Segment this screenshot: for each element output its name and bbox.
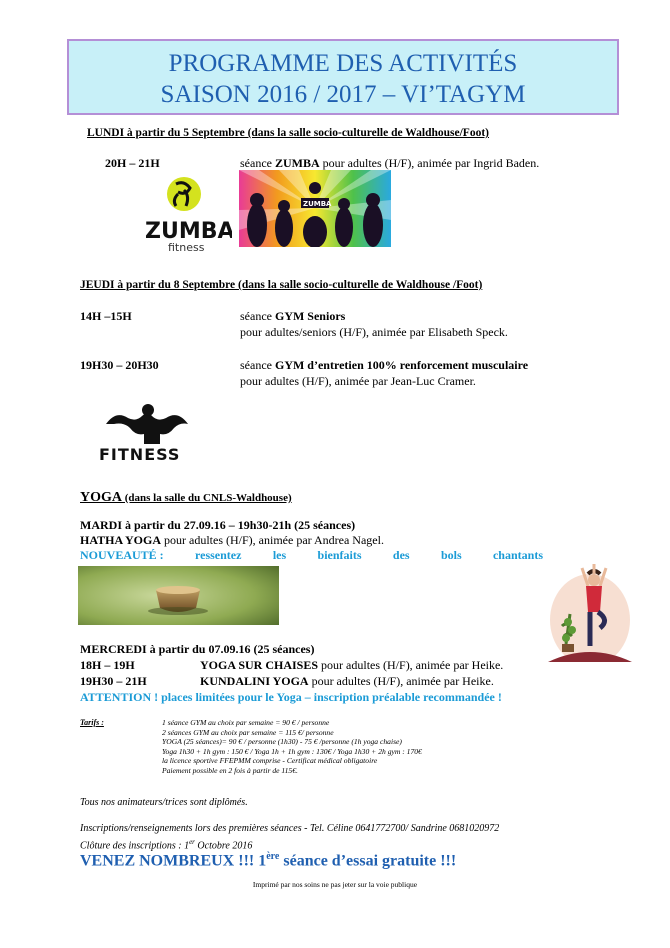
lundi-heading: LUNDI à partir du 5 Septembre (dans la salle socio-culturelle de Waldhouse/Foot) — [87, 127, 489, 139]
zumba-logo — [142, 172, 232, 256]
printed-note: Imprimé par nos soins ne pas jeter sur la voie publique — [252, 880, 418, 889]
title-box — [67, 39, 619, 115]
diplomes-note: Tous nos animateurs/trices sont diplômés. — [80, 797, 248, 808]
mercredi-session2-desc: KUNDALINI YOGA pour adultes (H/F), animée par Heike. — [200, 674, 494, 688]
mardi-line: MARDI à partir du 27.09.16 – 19h30-21h (25 séances) — [80, 518, 356, 532]
zumba-banner-image — [239, 170, 391, 247]
jeudi-heading: JEUDI à partir du 8 Septembre (dans la salle socio-culturelle de Waldhouse /Foot) — [80, 279, 483, 291]
tarifs-label: Tarifs : — [80, 718, 104, 727]
jeudi-session2-time: 19H30 – 20H30 — [80, 358, 159, 372]
mercredi-line: MERCREDI à partir du 07.09.16 (25 séances) — [80, 642, 315, 656]
zumba-logo-text: ZUMBA — [145, 219, 232, 244]
fitness-logo-text: FITNESS — [99, 445, 181, 464]
hatha-line: HATHA YOGA pour adultes (H/F), animée par Andrea Nagel. — [80, 533, 384, 547]
tarif-line: 1 séance GYM au choix par semaine = 90 € / personne — [162, 718, 330, 727]
lundi-description: séance ZUMBA pour adultes (H/F), animée par Ingrid Baden. — [240, 156, 540, 170]
jeudi-session2-desc: pour adultes (H/F), animée par Jean-Luc Cramer. — [240, 374, 476, 388]
tarif-line: Paiement possible en 2 fois à partir de 115€. — [162, 765, 298, 775]
zumba-logo-icon — [142, 172, 232, 256]
lundi-time: 20H – 21H — [105, 156, 160, 170]
fitness-logo — [96, 402, 200, 464]
jeudi-session1-time: 14H –15H — [80, 309, 132, 323]
nouveaute-line: NOUVEAUTÉ : ressentez les bienfaits des bols chantants — [80, 548, 543, 562]
mercredi-session1-time: 18H – 19H — [80, 658, 135, 672]
zumba-logo-sub: fitness — [168, 241, 205, 254]
mercredi-session1-desc: YOGA SUR CHAISES pour adultes (H/F), animée par Heike. — [200, 658, 504, 672]
yoga-heading: YOGA (dans la salle du CNLS-Waldhouse) — [80, 490, 292, 505]
cloture-note: Clôture des inscriptions : 1er Octobre 2016 — [80, 838, 253, 852]
mercredi-session2-time: 19H30 – 21H — [80, 674, 147, 688]
zumba-banner-text: ZUMBA — [303, 200, 332, 208]
inscriptions-note: Inscriptions/renseignements lors des premières séances - Tel. Céline 0641772700/ Sandrine 0681020972 — [80, 823, 500, 834]
jeudi-session2-title: séance GYM d’entretien 100% renforcement musculaire — [240, 358, 529, 372]
singing-bowl-image — [78, 566, 279, 625]
jeudi-session1-desc: pour adultes/seniors (H/F), animée par Elisabeth Speck. — [240, 325, 508, 339]
yoga-pose-illustration — [548, 560, 632, 662]
bodybuilder-icon — [96, 402, 200, 464]
title-line-1: PROGRAMME DES ACTIVITÉS — [168, 50, 518, 77]
jeudi-session1-title: séance GYM Seniors — [240, 309, 346, 323]
venez-nombreux: VENEZ NOMBREUX !!! 1ère séance d’essai gratuite !!! — [80, 851, 457, 870]
tarif-line: 2 séances GYM au choix par semaine = 115 €/ personne — [162, 727, 334, 737]
attention-notice: ATTENTION ! places limitées pour le Yoga – inscription préalable recommandée ! — [80, 690, 502, 704]
tarif-line: la licence sportive FFEPMM comprise - Certificat médical obligatoire — [162, 756, 378, 766]
tarif-line: Yoga 1h30 + 1h gym : 150 € / Yoga 1h + 1h gym : 130€ / Yoga 1h30 + 2h gym : 170€ — [162, 746, 422, 756]
tarif-line: YOGA (25 séances)= 90 € / personne (1h30) - 75 € /personne (1h yoga chaise) — [162, 737, 402, 747]
tarifs-list — [162, 718, 422, 776]
title-line-2: SAISON 2016 / 2017 – VI’TAGYM — [160, 81, 526, 108]
